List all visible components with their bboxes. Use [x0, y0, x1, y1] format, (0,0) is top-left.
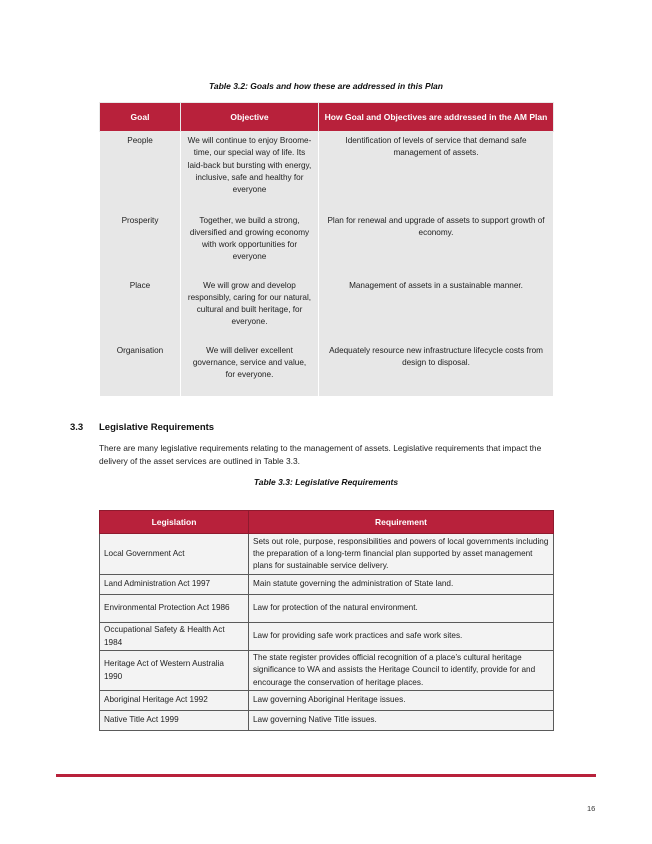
legislation-cell: Heritage Act of Western Australia 1990	[100, 651, 249, 691]
goal-cell: Place	[100, 277, 181, 342]
goal-cell: Prosperity	[100, 212, 181, 277]
goals-table-row	[100, 132, 554, 212]
section-paragraph: There are many legislative requirements relating to the management of assets. Legislative requirements that impact the delivery of the asset services are outlined in Table 3.3.	[99, 443, 542, 466]
goals-table-row	[100, 342, 554, 396]
table-row	[100, 595, 554, 623]
table-row	[100, 534, 554, 575]
legislation-table	[99, 510, 554, 731]
section-number: 3.3	[70, 422, 84, 433]
requirement-cell: Main statute governing the administration of State land.	[249, 575, 554, 595]
table-row	[100, 623, 554, 651]
requirement-cell: Law for providing safe work practices and safe work sites.	[249, 623, 554, 651]
goals-table-caption: Table 3.2: Goals and how these are addressed in this Plan	[209, 81, 443, 91]
legislation-cell: Occupational Safety & Health Act 1984	[100, 623, 249, 651]
goals-table-header-row	[100, 103, 554, 132]
objective-cell: We will continue to enjoy Broome-time, our special way of life. Its laid-back but bursting with energy, inclusive, safe and healthy for everyone	[181, 132, 319, 212]
table-row	[100, 691, 554, 711]
requirement-cell: Law governing Native Title issues.	[249, 711, 554, 731]
objective-cell: We will grow and develop responsibly, caring for our natural, cultural and built heritage, for everyone.	[181, 277, 319, 342]
how-cell: Plan for renewal and upgrade of assets to support growth of economy.	[319, 212, 554, 277]
requirement-cell: The state register provides official recognition of a place’s cultural heritage significance to WA and assists the Heritage Council to identify, provide for and encourage the conservation of heritage places.	[249, 651, 554, 691]
how-cell: Adequately resource new infrastructure lifecycle costs from design to disposal.	[319, 342, 554, 396]
legislation-header: Legislation	[100, 511, 249, 534]
footer-rule	[56, 774, 596, 777]
legislation-table-caption: Table 3.3: Legislative Requirements	[253, 477, 399, 487]
legislation-cell: Aboriginal Heritage Act 1992	[100, 691, 249, 711]
page-number: 16	[587, 804, 596, 813]
legislation-cell: Local Government Act	[100, 534, 249, 575]
section-title: Legislative Requirements	[99, 422, 215, 433]
how-cell: Management of assets in a sustainable manner.	[319, 277, 554, 342]
goals-table	[99, 102, 554, 396]
legislation-cell: Environmental Protection Act 1986	[100, 595, 249, 623]
goals-header-objective: Objective	[181, 103, 319, 132]
requirement-cell: Law governing Aboriginal Heritage issues.	[249, 691, 554, 711]
legislation-table-header-row	[100, 511, 554, 534]
goals-header-how: How Goal and Objectives are addressed in the AM Plan	[319, 103, 554, 132]
objective-cell: Together, we build a strong, diversified and growing economy with work opportunities for everyone	[181, 212, 319, 277]
legislation-cell: Native Title Act 1999	[100, 711, 249, 731]
goals-table-row	[100, 212, 554, 277]
requirement-cell: Law for protection of the natural environment.	[249, 595, 554, 623]
table-row	[100, 575, 554, 595]
table-row	[100, 711, 554, 731]
goals-table-row	[100, 277, 554, 342]
requirement-cell: Sets out role, purpose, responsibilities and powers of local governments including the preparation of a long-term financial plan supported by asset management plans for sustainable service delivery.	[249, 534, 554, 575]
objective-cell: We will deliver excellent governance, service and value, for everyone.	[181, 342, 319, 396]
goal-cell: People	[100, 132, 181, 212]
legislation-cell: Land Administration Act 1997	[100, 575, 249, 595]
requirement-header: Requirement	[249, 511, 554, 534]
how-cell: Identification of levels of service that demand safe management of assets.	[319, 132, 554, 212]
table-row	[100, 651, 554, 691]
goal-cell: Organisation	[100, 342, 181, 396]
section-heading	[70, 422, 214, 433]
goals-header-goal: Goal	[100, 103, 181, 132]
